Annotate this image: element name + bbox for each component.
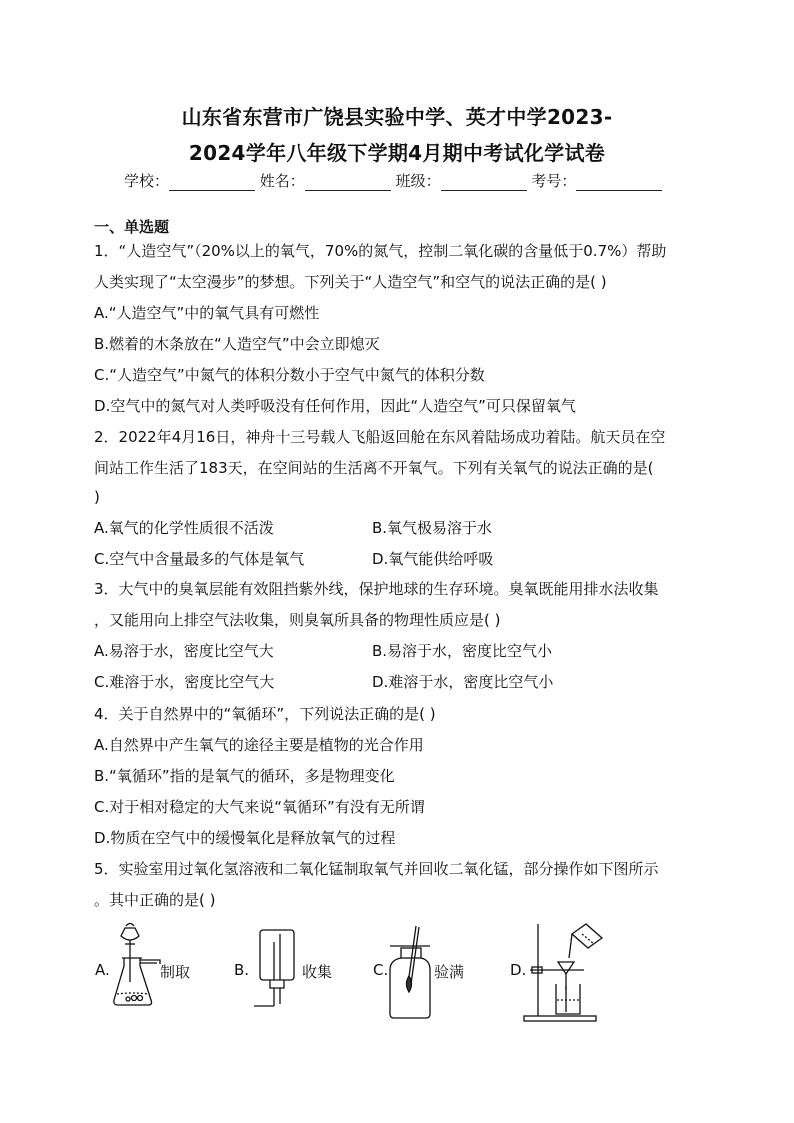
q1-option-a: A.“人造空气”中的氧气具有可燃性 bbox=[94, 304, 320, 322]
q3-stem-line1: 3．大气中的臭氧层能有效阻挡紫外线，保护地球的生存环境。臭氧既能用排水法收集 bbox=[94, 580, 659, 598]
q5-figure-c-letter: C. bbox=[373, 961, 389, 979]
q3-option-c: C.难溶于水，密度比空气大 bbox=[94, 673, 275, 691]
q2-stem-line2: 间站工作生活了183天，在空间站的生活离不开氧气。下列有关氧气的说法正确的是( bbox=[94, 459, 654, 477]
q1-option-c: C.“人造空气”中氮气的体积分数小于空气中氮气的体积分数 bbox=[94, 366, 485, 384]
exam-title-line2: 2024学年八年级下学期4月期中考试化学试卷 bbox=[188, 141, 606, 165]
q3-option-a: A.易溶于水，密度比空气大 bbox=[94, 642, 274, 660]
q1-stem-line2: 人类实现了“太空漫步”的梦想。下列关于“人造空气”和空气的说法正确的是( ) bbox=[94, 273, 607, 291]
q3-stem-line2: ，又能用向上排空气法收集，则臭氧所具备的物理性质应是( ) bbox=[94, 611, 501, 629]
q2-option-b: B.氧气极易溶于水 bbox=[372, 519, 493, 537]
q5-figure-d-letter: D. bbox=[510, 961, 527, 979]
q1-stem-line1: 1．“人造空气”（20%以上的氧气，70%的氮气，控制二氧化碳的含量低于0.7%）帮助 bbox=[94, 242, 667, 260]
school-blank[interactable] bbox=[169, 174, 255, 191]
q4-stem-line1: 4．关于自然界中的“氧循环”，下列说法正确的是( ) bbox=[94, 705, 436, 723]
q5-stem-line1: 5．实验室用过氧化氢溶液和二氧化锰制取氧气并回收二氧化锰，部分操作如下图所示 bbox=[94, 860, 659, 878]
q2-option-d: D.氧气能供给呼吸 bbox=[372, 550, 494, 568]
gas-collecting-bottle-icon bbox=[250, 920, 302, 1022]
q4-option-a: A.自然界中产生氧气的途径主要是植物的光合作用 bbox=[94, 736, 424, 754]
q5-figure-a-letter: A. bbox=[95, 961, 110, 979]
q2-stem-line3: ) bbox=[94, 488, 100, 506]
q5-figure-b-caption: 收集 bbox=[302, 963, 333, 981]
class-label: 班级： bbox=[395, 172, 441, 190]
section-title: 一、单选题 bbox=[94, 218, 170, 236]
q4-option-d: D.物质在空气中的缓慢氧化是释放氧气的过程 bbox=[94, 829, 396, 847]
q3-option-d: D.难溶于水，密度比空气小 bbox=[372, 673, 554, 691]
wide-mouth-bottle-icon bbox=[386, 920, 434, 1024]
q5-figure-b-letter: B. bbox=[234, 961, 250, 979]
exam-title-line1: 山东省东营市广饶县实验中学、英才中学2023- bbox=[181, 105, 613, 129]
q1-option-d: D.空气中的氮气对人类呼吸没有任何作用，因此“人造空气”可只保留氧气 bbox=[94, 397, 576, 415]
school-label: 学校： bbox=[124, 172, 170, 190]
class-blank[interactable] bbox=[441, 174, 527, 191]
filtration-apparatus-icon bbox=[522, 920, 612, 1024]
q1-option-b: B.燃着的木条放在“人造空气”中会立即熄灭 bbox=[94, 335, 380, 353]
q5-figure-a-caption: 制取 bbox=[160, 963, 191, 981]
q4-option-b: B.“氧循环”指的是氧气的循环，多是物理变化 bbox=[94, 767, 395, 785]
q5-figure-c-caption: 验满 bbox=[434, 963, 465, 981]
exam-number-label: 考号： bbox=[531, 172, 577, 190]
q5-stem-line2: 。其中正确的是( ) bbox=[94, 891, 216, 909]
exam-number-blank[interactable] bbox=[576, 174, 662, 191]
q2-option-c: C.空气中含量最多的气体是氧气 bbox=[94, 550, 305, 568]
q2-stem-line1: 2．2022年4月16日，神舟十三号载人飞船返回舱在东风着陆场成功着陆。航天员在空 bbox=[94, 428, 666, 446]
flask-apparatus-icon bbox=[108, 920, 168, 1024]
q3-option-b: B.易溶于水，密度比空气小 bbox=[372, 642, 553, 660]
name-blank[interactable] bbox=[305, 174, 391, 191]
q4-option-c: C.对于相对稳定的大气来说“氧循环”有没有无所谓 bbox=[94, 798, 425, 816]
name-label: 姓名： bbox=[259, 172, 305, 190]
student-info-row bbox=[124, 170, 662, 191]
q2-option-a: A.氧气的化学性质很不活泼 bbox=[94, 519, 274, 537]
